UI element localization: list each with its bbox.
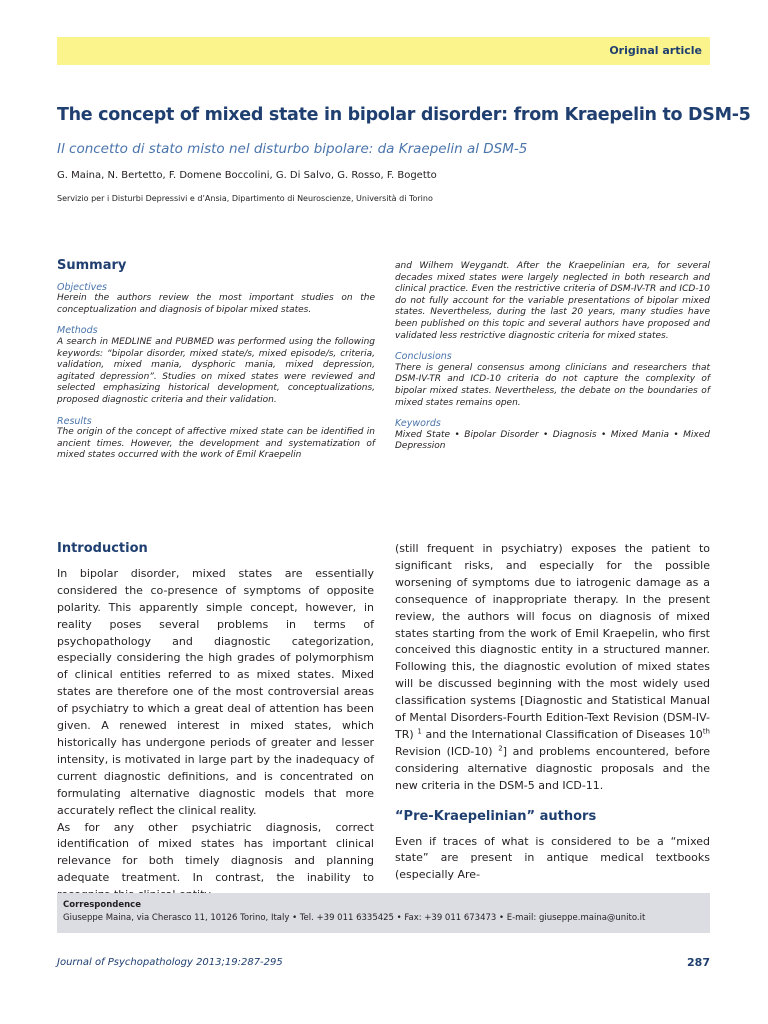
results-text-part1: The origin of the concept of affective mixed state can be identified in ancient times. However, the development and systematization of mixed states occurred with the work of Emil Kraepelin <box>57 427 375 461</box>
journal-citation: Journal of Psychopathology 2013;19:287-295 <box>57 957 283 968</box>
citation-ref-2: 2 <box>498 744 503 753</box>
intro-p3-part-a: (still frequent in psychiatry) exposes the patient to significant risks, and especially for the possible worsening of symptoms due to iatrogenic damage as a consequence of inappropriate therapy. In the present review, the authors will focus on diagnosis of mixed states starting from the work of Emil Kraepelin, who first conceived this diagnostic entity in a structured manner. Following this, the diagnostic evolution of mixed states will be discussed beginning with the most widely used classification systems [Diagnostic and Statistical Manual of Mental Disorders-Fourth Edition-Text Revision (DSM-IV-TR) <box>395 542 710 741</box>
methods-text: A search in MEDLINE and PUBMED was performed using the following keywords: “bipolar disorder, mixed state/s, mixed episode/s, criteria, validation, mixed mania, dysphoric mania, mixed depression, agitated depression”. Studies on mixed states were reviewed and selected emphasizing historical development, conceptualizations, proposed diagnostic criteria and their validation. <box>57 336 375 405</box>
objectives-text: Herein the authors review the most important studies on the conceptualization and diagnosis of bipolar mixed states. <box>57 293 375 315</box>
intro-p3-part-b: and the International Classification of Diseases 10 <box>421 727 703 741</box>
intro-p3-part-c: Revision (ICD-10) <box>395 744 493 758</box>
correspondence-box <box>57 893 710 933</box>
introduction-heading: Introduction <box>57 541 148 556</box>
author-list: G. Maina, N. Bertetto, F. Domene Boccolini, G. Di Salvo, G. Rosso, F. Bogetto <box>57 170 437 181</box>
correspondence-label: Correspondence <box>63 900 141 910</box>
body-right-column <box>395 541 710 884</box>
summary-right-column <box>395 261 710 453</box>
introduction-paragraph-2: As for any other psychiatric diagnosis, correct identification of mixed states has important clinical relevance for both timely diagnosis and planning adequate treatment. In contrast, the inability to <box>57 820 374 885</box>
page-number: 287 <box>687 956 710 969</box>
article-subtitle: Il concetto di stato misto nel disturbo bipolare: da Kraepelin al DSM-5 <box>57 141 528 157</box>
intro-p3-part-d: ] and problems encountered, before considering alternative diagnostic proposals and the new criteria in the DSM-5 and ICD-11. <box>395 744 711 792</box>
results-label: Results <box>57 415 92 427</box>
introduction-paragraph-3 <box>395 541 710 795</box>
introduction-paragraph-1: In bipolar disorder, mixed states are essentially considered the co-presence of symptoms of opposite polarity. This apparently simple concept, however, in reality poses several problems in terms of psychopathology and diagnostic categorization, especially considering the high grades of polymorphism of clinical entities referred to as mixed states. Mixed states are therefore one of the most controversial areas of psychiatry to which a great deal of attention has been given. A renewed interest in mixed states, which historically has undergone periods of greater and lesser intensity, is motivated in large part by the inadequacy of current diagnostic definitions, and is concentrated on formulating alternative diagnostic models that more accurately reflect the clinical reality. <box>57 566 374 817</box>
affiliation: Servizio per i Disturbi Depressivi e d’Ansia, Dipartimento di Neuroscienze, Università di Torino <box>57 194 433 203</box>
article-type-label: Original article <box>609 44 702 57</box>
citation-ref-1: 1 <box>417 727 422 736</box>
objectives-label: Objectives <box>57 281 107 293</box>
pre-kraepelinian-paragraph: Even if traces of what is considered to be a “mixed state” are present in antique medical textbooks (especially Are- <box>395 834 710 882</box>
article-title: The concept of mixed state in bipolar disorder: from Kraepelin to DSM-5 <box>57 105 751 125</box>
body-left-column <box>57 541 374 904</box>
correspondence-text: Giuseppe Maina, via Cherasco 11, 10126 Torino, Italy • Tel. +39 011 6335425 • Fax: +39 011 673473 • E-mail: giuseppe.maina@unito.it <box>63 913 646 923</box>
pre-kraepelinian-heading: “Pre-Kraepelinian” authors <box>395 808 597 824</box>
summary-left-column <box>57 260 375 462</box>
methods-label: Methods <box>57 325 98 337</box>
results-text-part2: and Wilhem Weygandt. After the Kraepelinian era, for several decades mixed states were largely neglected in both research and clinical practice. Even the restrictive criteria of DSM-IV-TR and ICD-10 do not fully account for the variable presentations of bipolar mixed states. Nevertheless, during the last 20 years, many studies have been published on this topic and several authors have proposed and validated less restrictive diagnostic criteria for mixed states. <box>395 261 710 341</box>
conclusions-text: There is general consensus among clinicians and researchers that DSM-IV-TR and ICD-10 criteria do not capture the complexity of bipolar mixed states. Nevertheless, the debate on the boundaries of mixed states remains open. <box>395 362 710 408</box>
keywords-label: Keywords <box>395 418 441 430</box>
superscript-th: th <box>702 727 710 736</box>
article-type-banner <box>57 37 710 65</box>
conclusions-label: Conclusions <box>395 351 452 363</box>
keywords-text: Mixed State • Bipolar Disorder • Diagnosis • Mixed Mania • Mixed Depression <box>395 429 710 452</box>
summary-heading: Summary <box>57 258 127 273</box>
